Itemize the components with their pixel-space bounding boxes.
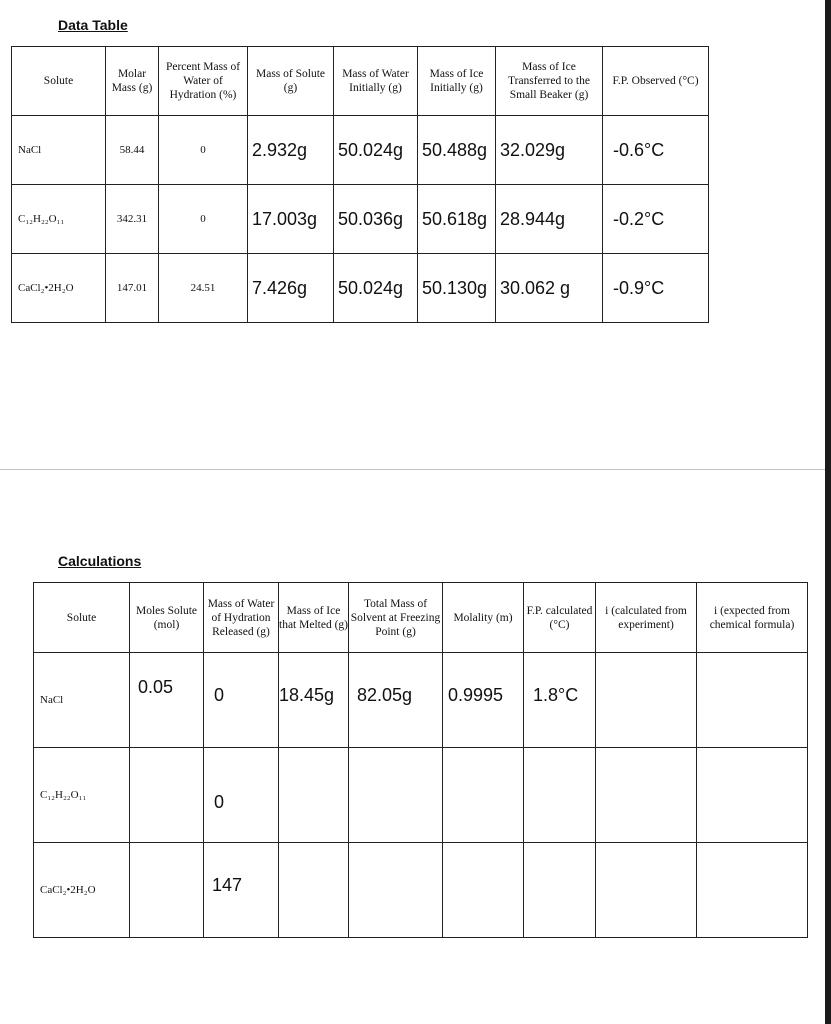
solute-cell: CaCl₂•2H₂O bbox=[34, 843, 130, 938]
header-mass-ice: Mass of Ice Initially (g) bbox=[418, 47, 496, 116]
fp-calculated-cell bbox=[524, 843, 596, 938]
i-formula-cell bbox=[697, 843, 808, 938]
moles-cell: 0.05 bbox=[130, 653, 204, 748]
molar-mass-cell: 147.01 bbox=[106, 254, 159, 323]
header-i-formula: i (expected from chemical formula) bbox=[697, 583, 808, 653]
total-solvent-cell bbox=[349, 748, 443, 843]
header-row bbox=[12, 47, 709, 116]
water-hydration-cell: 0 bbox=[204, 748, 279, 843]
fp-observed-cell: -0.9°C bbox=[603, 254, 709, 323]
header-molar-mass: Molar Mass (g) bbox=[106, 47, 159, 116]
table-row bbox=[34, 748, 808, 843]
table-row bbox=[12, 185, 709, 254]
ice-melted-cell bbox=[279, 843, 349, 938]
image-edge bbox=[825, 0, 831, 1024]
header-solute: Solute bbox=[12, 47, 106, 116]
molality-cell bbox=[443, 748, 524, 843]
i-experiment-cell bbox=[596, 748, 697, 843]
water-hydration-cell: 0 bbox=[204, 653, 279, 748]
section-divider bbox=[0, 469, 825, 470]
calculations-table bbox=[33, 582, 808, 938]
solute-cell: NaCl bbox=[12, 116, 106, 185]
percent-water-cell: 0 bbox=[159, 185, 248, 254]
total-solvent-cell bbox=[349, 843, 443, 938]
fp-observed-cell: -0.2°C bbox=[603, 185, 709, 254]
solute-cell: CaCl₂•2H₂O bbox=[12, 254, 106, 323]
header-ice-melted: Mass of Ice that Melted (g) bbox=[279, 583, 349, 653]
percent-water-cell: 24.51 bbox=[159, 254, 248, 323]
header-fp-observed: F.P. Observed (°C) bbox=[603, 47, 709, 116]
solute-cell: NaCl bbox=[34, 653, 130, 748]
header-mass-solute: Mass of Solute (g) bbox=[248, 47, 334, 116]
header-total-solvent: Total Mass of Solvent at Freezing Point (g) bbox=[349, 583, 443, 653]
mass-ice-cell: 50.488g bbox=[418, 116, 496, 185]
water-hydration-cell: 147 bbox=[204, 843, 279, 938]
percent-water-cell: 0 bbox=[159, 116, 248, 185]
mass-ice-cell: 50.130g bbox=[418, 254, 496, 323]
header-i-experiment: i (calculated from experiment) bbox=[596, 583, 697, 653]
header-moles-solute: Moles Solute (mol) bbox=[130, 583, 204, 653]
table-row bbox=[12, 254, 709, 323]
table-row bbox=[34, 843, 808, 938]
header-water-hydration: Mass of Water of Hydration Released (g) bbox=[204, 583, 279, 653]
mass-water-cell: 50.024g bbox=[334, 254, 418, 323]
mass-solute-cell: 7.426g bbox=[248, 254, 334, 323]
data-table-title: Data Table bbox=[58, 17, 128, 33]
molality-cell bbox=[443, 843, 524, 938]
header-molality: Molality (m) bbox=[443, 583, 524, 653]
mass-ice-transferred-cell: 30.062 g bbox=[496, 254, 603, 323]
mass-solute-cell: 2.932g bbox=[248, 116, 334, 185]
fp-calculated-cell bbox=[524, 748, 596, 843]
i-formula-cell bbox=[697, 748, 808, 843]
fp-calculated-cell: 1.8°C bbox=[524, 653, 596, 748]
i-formula-cell bbox=[697, 653, 808, 748]
mass-ice-transferred-cell: 32.029g bbox=[496, 116, 603, 185]
header-row bbox=[34, 583, 808, 653]
molar-mass-cell: 342.31 bbox=[106, 185, 159, 254]
ice-melted-cell: 18.45g bbox=[279, 653, 349, 748]
solute-cell: C₁₂H₂₂O₁₁ bbox=[34, 748, 130, 843]
data-table bbox=[11, 46, 709, 323]
moles-cell bbox=[130, 843, 204, 938]
header-percent-water: Percent Mass of Water of Hydration (%) bbox=[159, 47, 248, 116]
header-solute: Solute bbox=[34, 583, 130, 653]
ice-melted-cell bbox=[279, 748, 349, 843]
table-row bbox=[34, 653, 808, 748]
solute-cell: C₁₂H₂₂O₁₁ bbox=[12, 185, 106, 254]
mass-ice-transferred-cell: 28.944g bbox=[496, 185, 603, 254]
header-mass-water: Mass of Water Initially (g) bbox=[334, 47, 418, 116]
table-row bbox=[12, 116, 709, 185]
molar-mass-cell: 58.44 bbox=[106, 116, 159, 185]
mass-solute-cell: 17.003g bbox=[248, 185, 334, 254]
total-solvent-cell: 82.05g bbox=[349, 653, 443, 748]
header-mass-ice-transferred: Mass of Ice Transferred to the Small Beaker (g) bbox=[496, 47, 603, 116]
i-experiment-cell bbox=[596, 653, 697, 748]
i-experiment-cell bbox=[596, 843, 697, 938]
header-fp-calculated: F.P. calculated (°C) bbox=[524, 583, 596, 653]
fp-observed-cell: -0.6°C bbox=[603, 116, 709, 185]
mass-water-cell: 50.036g bbox=[334, 185, 418, 254]
molality-cell: 0.9995 bbox=[443, 653, 524, 748]
mass-water-cell: 50.024g bbox=[334, 116, 418, 185]
mass-ice-cell: 50.618g bbox=[418, 185, 496, 254]
moles-cell bbox=[130, 748, 204, 843]
calculations-title: Calculations bbox=[58, 553, 142, 569]
